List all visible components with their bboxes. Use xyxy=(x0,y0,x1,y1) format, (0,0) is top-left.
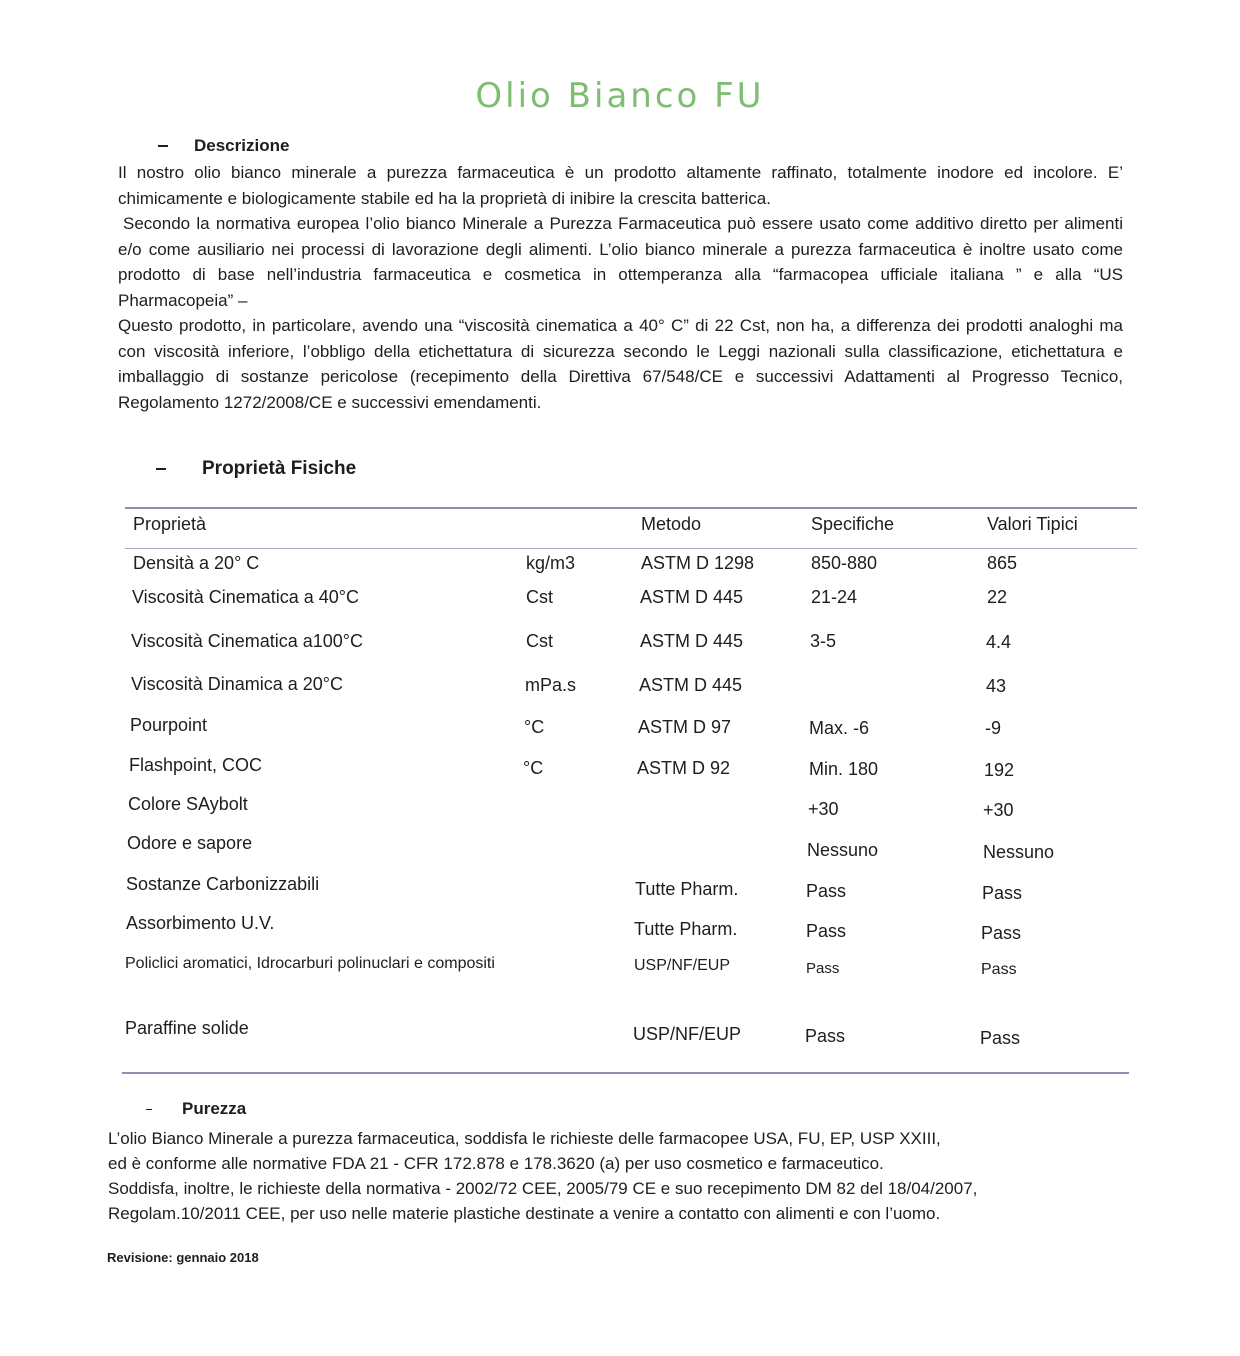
property-method: ASTM D 1298 xyxy=(641,553,755,573)
descrizione-paragraph: Questo prodotto, in particolare, avendo una “viscosità cinematica a 40° C” di 22 Cst, non ha, a differenza dei prodotti analoghi ma con viscosità inferiore, l’obbligo della etichettatura di sicurezza secondo le Leggi nazionali sulla classificazione, etichettatura e imballaggio di sostanze pericolose (recepimento della Direttiva 67/548/CE e successivi Adattamenti al Progresso Tecnico, Regolamento 1272/2008/CE e successivi emendamenti. xyxy=(118,316,1123,412)
property-typical: Pass xyxy=(982,883,1023,903)
property-typical: Nessuno xyxy=(983,842,1055,862)
property-spec: Nessuno xyxy=(807,840,879,860)
table-bottom-rule xyxy=(122,1072,1129,1074)
proprieta-heading-label: Proprietà Fisiche xyxy=(202,458,357,479)
column-header-valori-tipici: Valori Tipici xyxy=(987,514,1078,534)
column-header-specifiche: Specifiche xyxy=(811,514,895,534)
descrizione-heading xyxy=(158,136,289,156)
property-name: Viscosità Dinamica a 20°C xyxy=(131,674,343,694)
property-typical: -9 xyxy=(985,718,1002,738)
property-typical: 865 xyxy=(987,553,1018,573)
property-typical: Pass xyxy=(981,923,1022,943)
property-spec: Max. -6 xyxy=(809,718,870,738)
property-method: ASTM D 97 xyxy=(638,717,732,737)
proprieta-heading xyxy=(156,458,356,480)
descrizione-body xyxy=(118,160,1123,415)
purezza-heading xyxy=(146,1099,246,1119)
bullet-dash xyxy=(156,468,166,470)
table-top-rule xyxy=(125,507,1137,509)
property-spec: Pass xyxy=(806,921,847,941)
property-spec: Min. 180 xyxy=(809,759,879,779)
property-method: USP/NF/EUP xyxy=(633,1024,742,1044)
revision-note: Revisione: gennaio 2018 xyxy=(107,1250,259,1265)
property-typical: Pass xyxy=(981,961,1017,978)
purezza-line: ed è conforme alle normative FDA 21 - CFR 172.878 e 178.3620 (a) per uso cosmetico e farmaceutico. xyxy=(108,1154,884,1173)
property-unit: Cst xyxy=(526,587,553,607)
property-method: ASTM D 445 xyxy=(640,587,744,607)
purezza-line: Soddisfa, inoltre, le richieste della normativa - 2002/72 CEE, 2005/79 CE e suo recepimento DM 82 del 18/04/2007, xyxy=(108,1179,978,1198)
property-typical: 4.4 xyxy=(986,632,1012,652)
property-unit: mPa.s xyxy=(525,675,577,695)
bullet-dash xyxy=(146,1109,152,1110)
descrizione-paragraph: Il nostro olio bianco minerale a purezza farmaceutica è un prodotto altamente raffinato, totalmente inodore ed incolore. E’ chimicamente e biologicamente stabile ed ha la proprietà di inibire la crescita batterica. xyxy=(118,163,1123,208)
property-name: Colore SAybolt xyxy=(128,794,248,814)
property-spec: Pass xyxy=(806,881,847,901)
property-spec: 850-880 xyxy=(811,553,878,573)
table-header-rule xyxy=(125,548,1137,549)
property-unit: Cst xyxy=(526,631,553,651)
property-typical: Pass xyxy=(980,1028,1021,1048)
column-header-proprieta: Proprietà xyxy=(133,514,207,534)
property-spec: 3-5 xyxy=(810,631,837,651)
property-typical: 43 xyxy=(986,676,1007,696)
property-name: Viscosità Cinematica a 40°C xyxy=(132,587,359,607)
property-name: Pourpoint xyxy=(130,715,208,735)
property-name: Policlici aromatici, Idrocarburi polinuclari e compositi xyxy=(125,955,495,972)
property-name: Paraffine solide xyxy=(125,1018,249,1038)
property-name: Odore e sapore xyxy=(127,833,253,853)
property-method: USP/NF/EUP xyxy=(634,957,731,974)
property-spec: Pass xyxy=(806,960,840,977)
property-name: Assorbimento U.V. xyxy=(126,913,275,933)
property-name: Flashpoint, COC xyxy=(129,755,263,775)
document-title: Olio Bianco FU xyxy=(475,76,765,116)
property-unit: °C xyxy=(523,758,544,778)
property-method: ASTM D 445 xyxy=(640,631,744,651)
property-spec: 21-24 xyxy=(811,587,858,607)
purezza-line: L’olio Bianco Minerale a purezza farmaceutica, soddisfa le richieste delle farmacopee USA, FU, EP, USP XXIII, xyxy=(108,1129,941,1148)
property-typical: 22 xyxy=(987,587,1008,607)
property-name: Sostanze Carbonizzabili xyxy=(126,874,320,894)
property-method: Tutte Pharm. xyxy=(634,919,738,939)
property-method: ASTM D 92 xyxy=(637,758,731,778)
property-name: Viscosità Cinematica a100°C xyxy=(131,631,363,651)
purezza-body xyxy=(108,1126,1123,1226)
purezza-line: Regolam.10/2011 CEE, per uso nelle materie plastiche destinate a venire a contatto con alimenti e con l’uomo. xyxy=(108,1204,941,1223)
property-typical: +30 xyxy=(983,800,1014,820)
column-header-metodo: Metodo xyxy=(641,514,702,534)
property-name: Densità a 20° C xyxy=(133,553,260,573)
property-method: ASTM D 445 xyxy=(639,675,743,695)
property-spec: Pass xyxy=(805,1026,846,1046)
property-unit: °C xyxy=(524,717,545,737)
descrizione-paragraph: Secondo la normativa europea l’olio bianco Minerale a Purezza Farmaceutica può essere usato come additivo diretto per alimenti e/o come ausiliario nei processi di lavorazione degli alimenti. L’olio bianco minerale a purezza farmaceutica è inoltre usato come prodotto di base nell’industria farmaceutica e cosmetica in ottemperanza alla “farmacopea ufficiale italiana ” e alla “US Pharmacopeia” – xyxy=(118,214,1123,310)
descrizione-heading-label: Descrizione xyxy=(194,136,290,155)
property-method: Tutte Pharm. xyxy=(635,879,739,899)
purezza-heading-label: Purezza xyxy=(182,1099,247,1118)
property-typical: 192 xyxy=(984,760,1015,780)
property-unit: kg/m3 xyxy=(526,553,576,573)
bullet-dash xyxy=(158,145,168,147)
property-spec: +30 xyxy=(808,799,839,819)
